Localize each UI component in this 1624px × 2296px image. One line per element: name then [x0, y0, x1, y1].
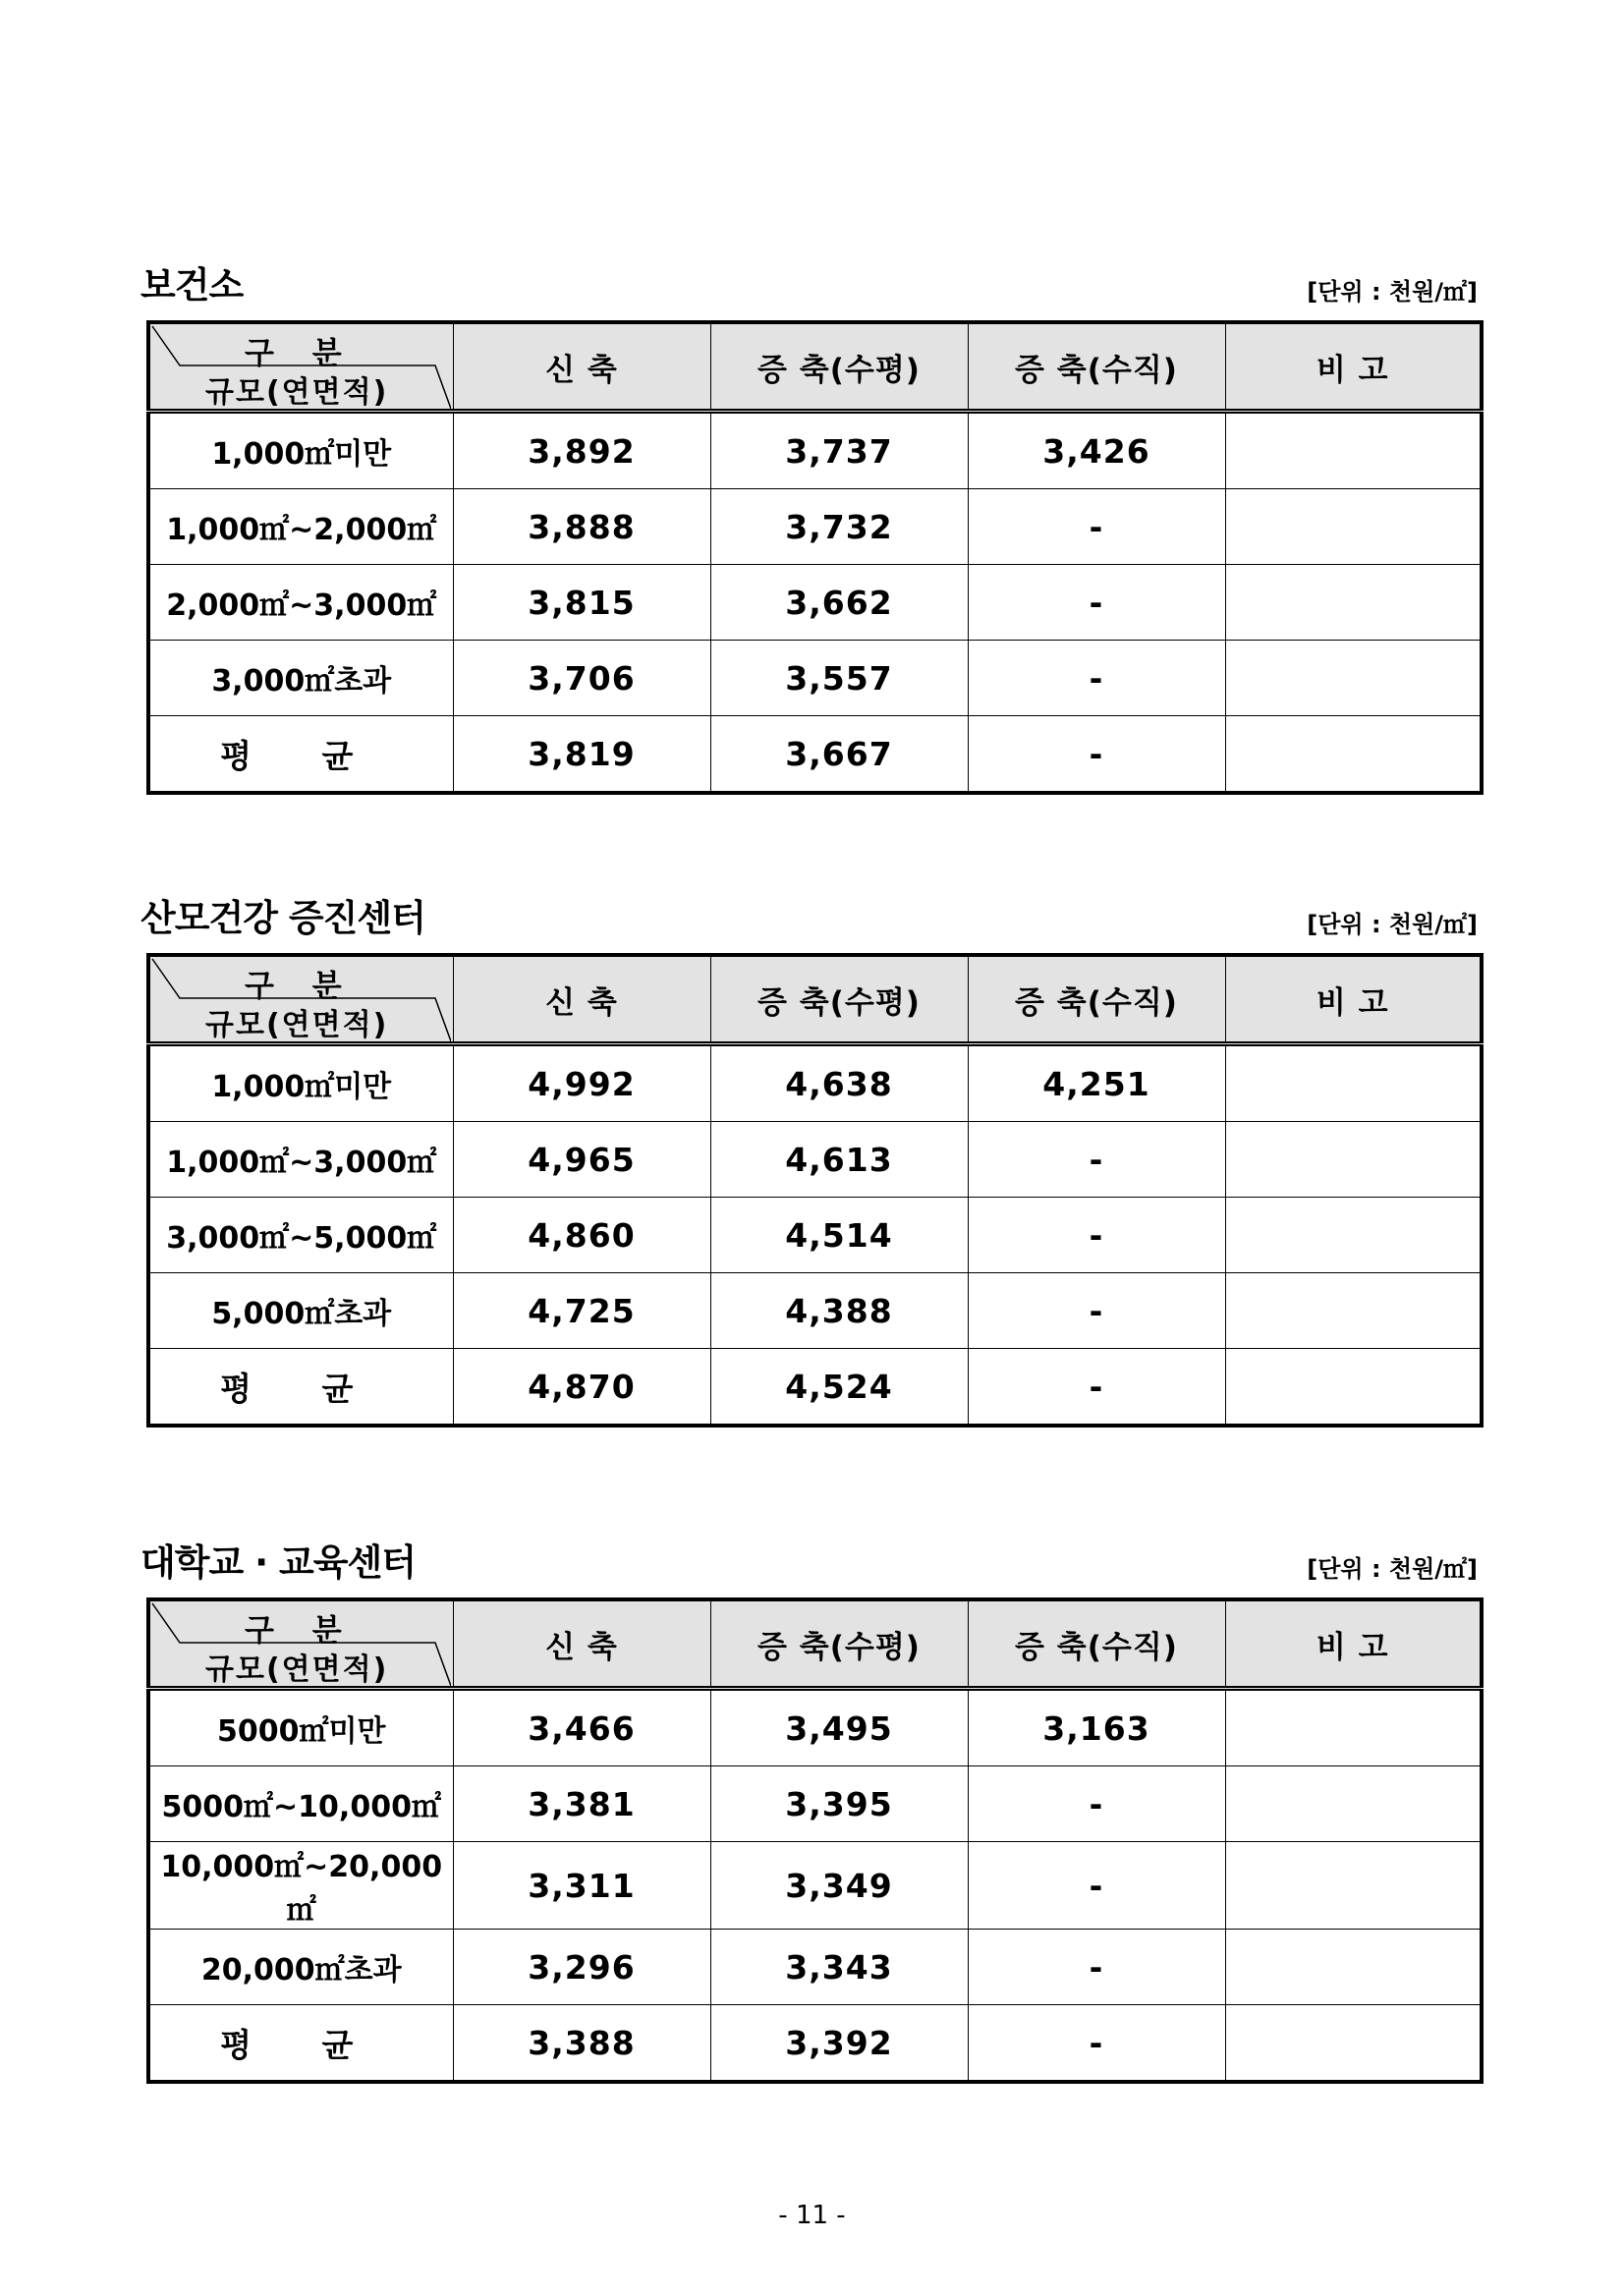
cell-note	[1225, 565, 1482, 641]
table-row	[148, 1122, 1482, 1198]
table-header-row	[148, 1599, 1482, 1689]
table-row	[148, 1766, 1482, 1842]
cell-note	[1225, 1349, 1482, 1427]
header-ext-vertical: 증 축(수직)	[968, 322, 1225, 412]
cell-average-label: 평 균	[148, 1349, 453, 1427]
header-note: 비 고	[1225, 955, 1482, 1044]
section-title: 산모건강 증진센터	[140, 897, 425, 939]
unit-label: [단위 : 천원/㎡]	[1307, 1555, 1478, 1583]
cell-ext-h: 4,388	[710, 1273, 968, 1349]
cell-size: 3,000㎡초과	[148, 641, 453, 716]
table-row	[148, 1930, 1482, 2005]
cell-new: 4,860	[453, 1198, 710, 1273]
cell-new: 4,870	[453, 1349, 710, 1427]
unit-label: [단위 : 천원/㎡]	[1307, 278, 1478, 306]
header-category-scale	[148, 955, 453, 1044]
cell-note	[1225, 1198, 1482, 1273]
cell-note	[1225, 1044, 1482, 1122]
cell-note	[1225, 1122, 1482, 1198]
section-header	[140, 896, 1480, 953]
table-header-row	[148, 955, 1482, 1044]
cell-note	[1225, 2005, 1482, 2083]
cell-ext-h: 4,514	[710, 1198, 968, 1273]
cell-ext-h: 3,495	[710, 1689, 968, 1766]
cell-size: 3,000㎡~5,000㎡	[148, 1198, 453, 1273]
cell-new: 4,725	[453, 1273, 710, 1349]
cell-new: 3,296	[453, 1930, 710, 2005]
table-row	[148, 641, 1482, 716]
header-note: 비 고	[1225, 1599, 1482, 1689]
cell-note	[1225, 1689, 1482, 1766]
header-category-scale	[148, 322, 453, 412]
cell-ext-h: 3,392	[710, 2005, 968, 2083]
cell-new: 3,892	[453, 412, 710, 489]
cell-ext-v: -	[968, 1842, 1225, 1930]
header-scale: 규모(연면적)	[205, 375, 389, 410]
cell-ext-v: -	[968, 1930, 1225, 2005]
header-scale: 규모(연면적)	[205, 1008, 389, 1042]
cell-size: 1,000㎡미만	[148, 412, 453, 489]
header-ext-horizontal: 증 축(수평)	[710, 955, 968, 1044]
cell-new: 3,388	[453, 2005, 710, 2083]
cell-ext-v: -	[968, 565, 1225, 641]
cell-ext-v: 4,251	[968, 1044, 1225, 1122]
cell-note	[1225, 716, 1482, 794]
table-row	[148, 489, 1482, 565]
cell-ext-h: 3,349	[710, 1842, 968, 1930]
section-title: 보건소	[140, 264, 244, 307]
cell-ext-h: 4,613	[710, 1122, 968, 1198]
cell-ext-h: 3,667	[710, 716, 968, 794]
header-new: 신 축	[453, 1599, 710, 1689]
cell-ext-h: 3,737	[710, 412, 968, 489]
header-category: 구 분	[245, 336, 356, 371]
table-row-average	[148, 716, 1482, 794]
header-scale: 규모(연면적)	[205, 1652, 389, 1687]
page-number: - 11 -	[778, 2201, 846, 2230]
cost-table	[146, 1597, 1484, 2084]
table-row	[148, 565, 1482, 641]
cell-note	[1225, 641, 1482, 716]
cell-new: 4,965	[453, 1122, 710, 1198]
cell-ext-v: -	[968, 1766, 1225, 1842]
cell-ext-h: 3,662	[710, 565, 968, 641]
cell-size: 1,000㎡~3,000㎡	[148, 1122, 453, 1198]
table-header-row	[148, 322, 1482, 412]
header-ext-vertical: 증 축(수직)	[968, 955, 1225, 1044]
table-row	[148, 1689, 1482, 1766]
header-ext-vertical: 증 축(수직)	[968, 1599, 1225, 1689]
unit-label: [단위 : 천원/㎡]	[1307, 911, 1478, 938]
header-new: 신 축	[453, 322, 710, 412]
table-row	[148, 1198, 1482, 1273]
cell-new: 3,819	[453, 716, 710, 794]
section-maternal-health-center	[140, 896, 1480, 1428]
cell-ext-v: -	[968, 716, 1225, 794]
cell-ext-v: -	[968, 2005, 1225, 2083]
table-row	[148, 412, 1482, 489]
cell-ext-h: 3,557	[710, 641, 968, 716]
section-health-center	[140, 263, 1480, 795]
cell-ext-v: -	[968, 489, 1225, 565]
cell-ext-v: -	[968, 641, 1225, 716]
cell-size: 5000㎡미만	[148, 1689, 453, 1766]
cell-size: 10,000㎡~20,000㎡	[148, 1842, 453, 1930]
table-row	[148, 1044, 1482, 1122]
cell-note	[1225, 1273, 1482, 1349]
cell-ext-v: -	[968, 1273, 1225, 1349]
header-category: 구 분	[245, 1613, 356, 1649]
header-category: 구 분	[245, 969, 356, 1004]
section-university-education-center	[140, 1540, 1480, 2084]
cell-new: 3,311	[453, 1842, 710, 1930]
cost-table	[146, 953, 1484, 1428]
cell-new: 3,706	[453, 641, 710, 716]
cell-average-label: 평 균	[148, 2005, 453, 2083]
header-ext-horizontal: 증 축(수평)	[710, 1599, 968, 1689]
cell-new: 3,815	[453, 565, 710, 641]
cell-new: 3,381	[453, 1766, 710, 1842]
cell-ext-h: 4,638	[710, 1044, 968, 1122]
cell-ext-h: 3,343	[710, 1930, 968, 2005]
cell-new: 3,888	[453, 489, 710, 565]
cell-note	[1225, 412, 1482, 489]
table-row-average	[148, 2005, 1482, 2083]
cell-ext-h: 4,524	[710, 1349, 968, 1427]
table-row-average	[148, 1349, 1482, 1427]
cost-table	[146, 320, 1484, 795]
cell-ext-v: -	[968, 1349, 1225, 1427]
cell-ext-v: -	[968, 1122, 1225, 1198]
cell-note	[1225, 489, 1482, 565]
cell-new: 4,992	[453, 1044, 710, 1122]
cell-size: 20,000㎡초과	[148, 1930, 453, 2005]
cell-size: 1,000㎡미만	[148, 1044, 453, 1122]
cell-size: 5,000㎡초과	[148, 1273, 453, 1349]
header-new: 신 축	[453, 955, 710, 1044]
cell-note	[1225, 1930, 1482, 2005]
cell-ext-v: 3,163	[968, 1689, 1225, 1766]
section-header	[140, 1540, 1480, 1597]
header-ext-horizontal: 증 축(수평)	[710, 322, 968, 412]
cell-note	[1225, 1766, 1482, 1842]
table-row	[148, 1273, 1482, 1349]
header-note: 비 고	[1225, 322, 1482, 412]
header-category-scale	[148, 1599, 453, 1689]
cell-average-label: 평 균	[148, 716, 453, 794]
cell-note	[1225, 1842, 1482, 1930]
section-header	[140, 263, 1480, 320]
cell-ext-v: -	[968, 1198, 1225, 1273]
table-row	[148, 1842, 1482, 1930]
cell-ext-v: 3,426	[968, 412, 1225, 489]
section-title: 대학교 · 교육센터	[140, 1541, 417, 1584]
cell-ext-h: 3,395	[710, 1766, 968, 1842]
cell-size: 5000㎡~10,000㎡	[148, 1766, 453, 1842]
cell-size: 1,000㎡~2,000㎡	[148, 489, 453, 565]
cell-size: 2,000㎡~3,000㎡	[148, 565, 453, 641]
cell-new: 3,466	[453, 1689, 710, 1766]
cell-ext-h: 3,732	[710, 489, 968, 565]
